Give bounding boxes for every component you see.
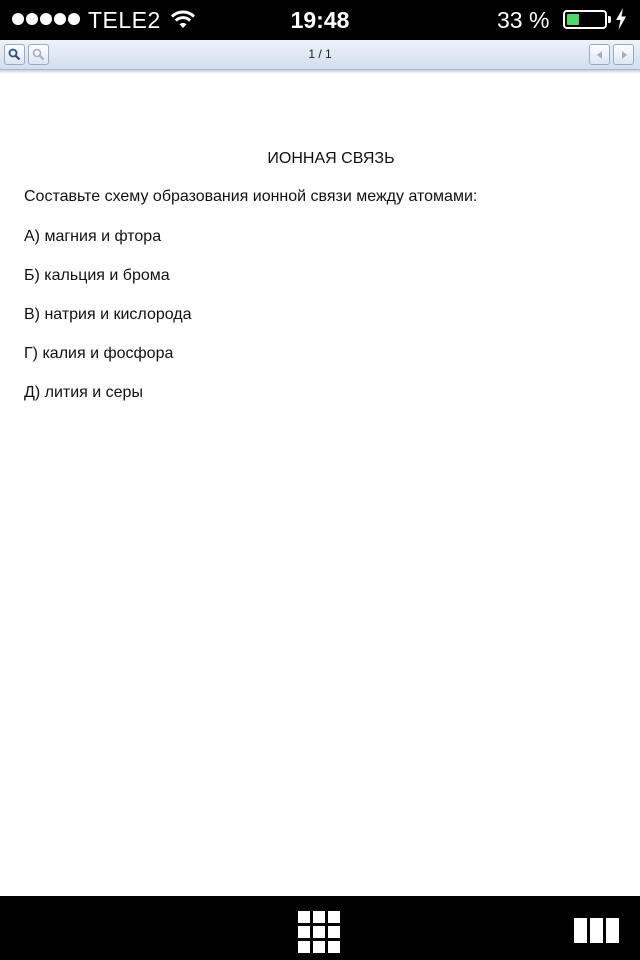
page-indicator: 1 / 1: [308, 47, 332, 61]
battery-level: [567, 14, 579, 25]
triangle-right-icon: [619, 50, 629, 60]
task-item: А) магния и фтора: [24, 228, 162, 245]
charging-bolt-icon: [615, 8, 627, 30]
document-instruction: Составьте схему образования ионной связи между атомами:: [24, 188, 478, 205]
columns-view-button[interactable]: [574, 918, 619, 943]
clock: 19:48: [290, 7, 350, 33]
grid-icon: [298, 911, 310, 923]
battery-tip: [608, 16, 611, 23]
triangle-left-icon: [595, 50, 605, 60]
bottom-toolbar: [0, 896, 640, 960]
next-page-button[interactable]: [613, 44, 634, 65]
document-page[interactable]: [0, 74, 640, 896]
task-item: Б) кальция и брома: [24, 267, 170, 284]
columns-icon: [574, 918, 587, 943]
task-item: В) натрия и кислорода: [24, 306, 192, 323]
task-item: Д) лития и серы: [24, 384, 143, 401]
task-item: Г) калия и фосфора: [24, 345, 174, 362]
carrier-name: TELE2: [88, 7, 161, 33]
battery-percentage: 33 %: [497, 7, 550, 33]
status-bar: [0, 0, 640, 40]
pdf-viewer-toolbar: [0, 40, 640, 70]
grid-view-button[interactable]: [298, 911, 342, 953]
document-title: ИОННАЯ СВЯЗЬ: [267, 150, 395, 167]
previous-page-button[interactable]: [589, 44, 610, 65]
battery-icon: [563, 10, 607, 29]
